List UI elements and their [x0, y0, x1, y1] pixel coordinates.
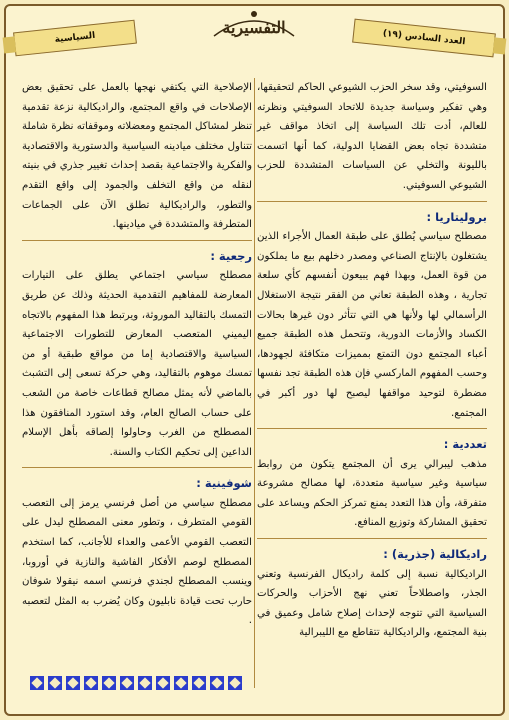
divider-line [257, 201, 487, 202]
paragraph-reactionism: مصطلح سياسي اجتماعي يطلق على التيارات المعارضة للمفاهيم التقدمية الحديثة وذلك عن طريق التمسك بالتقاليد الموروثة، ويرتبط هذا المفهوم بالاتجاه اليميني المتعصب المعارض للتطورات الاجتماعية السياسية والاقتصادية إما من مواقع طبقية أو من تمسك موهوم بالتقاليد، وهي حركة تسعى إلى التشبث بالماضي لأنه يمثل مصالح قطاعات خاصة من الشعب على حساب الصالح العام، وقد استورد المنافقون هذا المصطلح من الغرب وحاولوا إلصاقه بأهل الإسلام الداعين إلى تحكيم الكتاب والسنة. [22, 270, 252, 458]
ornament-icon [138, 676, 152, 690]
paragraph-radicalism: الراديكالية نسبة إلى كلمة راديكال الفرنسية وتعني الجذر، واصطلاحاً تعني نهج الأحزاب والحركات السياسية التي تتوجه لإحداث إصلاح شامل وعميق في بنية المجتمع، والراديكالية تتقاطع مع الليبرالية [257, 568, 487, 639]
page-header [0, 0, 509, 62]
issue-banner [352, 19, 496, 58]
right-column [257, 78, 487, 643]
ornament-icon [228, 676, 242, 690]
ornament-icon [210, 676, 224, 690]
divider-line [257, 428, 487, 429]
ornament-icon [102, 676, 116, 690]
logo-text: التفسيرية [222, 18, 286, 37]
heading-reactionism: رجعية : [210, 248, 252, 263]
paragraph-radicalism-cont: الإصلاحية التي يكتفي نهجها بالعمل على تحقيق بعض الإصلاحات في واقع المجتمع، والراديكالية نزعة تقدمية تنظر لمشاكل المجتمع ومعضلاته وموقفاته نظرة شاملة تتناول مختلف ميادينه السياسية والدستورية والاقتصادية والفكرية والاجتماعية بقصد إحداث تغيير جذري في بنيته لنقله من واقع التخلف والجمود إلى واقع التقدم والتطور، والراديكالية تطلق الآن على الجماعات المتطرفة والمتشددة في ميادينها. [22, 82, 252, 231]
column-divider [254, 78, 255, 688]
ornament-icon [174, 676, 188, 690]
magazine-logo [204, 6, 304, 46]
ornament-icon [156, 676, 170, 690]
section-label: السياسية [54, 30, 96, 46]
heading-chauvinism: شوفينية : [196, 476, 252, 491]
paragraph-glasnost-end: السوفيتي، وقد سخر الحزب الشيوعي الحاكم لتحقيقها، وهي تفكير وسياسة جديدة للاتحاد السوفيتي ونظرته للعالم، أدت تلك السياسة إلى اتخاذ مواقف غير متشددة تجاه بعض القضايا الدولية، كما أنها اتسمت بالليونة والتخلي عن السياسات المتشددة للحزب الشيوعي السوفيتي. [257, 82, 487, 191]
ornament-icon [192, 676, 206, 690]
ornament-icon [48, 676, 62, 690]
ornament-icon [30, 676, 44, 690]
section-banner [13, 20, 137, 57]
paragraph-proletariat: مصطلح سياسي يُطلق على طبقة العمال الأجراء الذين يشتغلون بالإنتاج الصناعي ومصدر دخلهم بيع ما يملكون من قوة العمل، وبهذا فهم يبيعون أنفسهم كأي سلعة تجارية ، وهذه الطبقة تعاني من الفقر نتيجة الاستغلال الرأسمالي لها ولأنها هي التي تتأثر دون غيرها بحالات الكساد والأزمات الدورية، وتتحمل هذه الطبقة جميع أعباء المجتمع دون التمتع بمميزات متكافئة لجهودها، وحسب المفهوم الماركسي فإن هذه الطبقة تجد نفسها مضطرة لتوحيد مواقفها ليصبح لها دور أكبر في المجتمع. [257, 231, 487, 419]
heading-radicalism: راديكالية (جذرية) : [383, 547, 487, 562]
paragraph-chauvinism: مصطلح سياسي من أصل فرنسي يرمز إلى التعصب القومي المتطرف ، وتطور معنى المصطلح ليدل على التعصب القومي الأعمى والعداء للأجانب، كما استخدم المصطلح لوصم الأفكار الفاشية والنازية في أوروبا، وينسب المصطلح لجندي فرنسي اسمه نيقولا شوفان حارب تحت قيادة نابليون وكان يُضرب به المثل لتعصبه . [22, 497, 252, 627]
issue-label: العدد السادس (١٩) [382, 28, 466, 48]
divider-line [22, 240, 252, 241]
paragraph-pluralism: مذهب ليبرالي يرى أن المجتمع يتكون من روابط سياسية وغير سياسية متعددة، لها مصالح مشروعة متفرقة، وأن هذا التعدد يمنع تمركز الحكم ويساعد على تحقيق المشاركة وتوزيع المنافع. [257, 458, 487, 529]
left-column [22, 78, 252, 631]
heading-pluralism: تعددية : [443, 437, 487, 452]
divider-line [22, 467, 252, 468]
ornament-icon [120, 676, 134, 690]
divider-line [257, 538, 487, 539]
heading-proletariat: بروليتاريا : [426, 209, 487, 224]
ornament-icon [84, 676, 98, 690]
end-ornament-row [30, 676, 250, 694]
ornament-icon [66, 676, 80, 690]
